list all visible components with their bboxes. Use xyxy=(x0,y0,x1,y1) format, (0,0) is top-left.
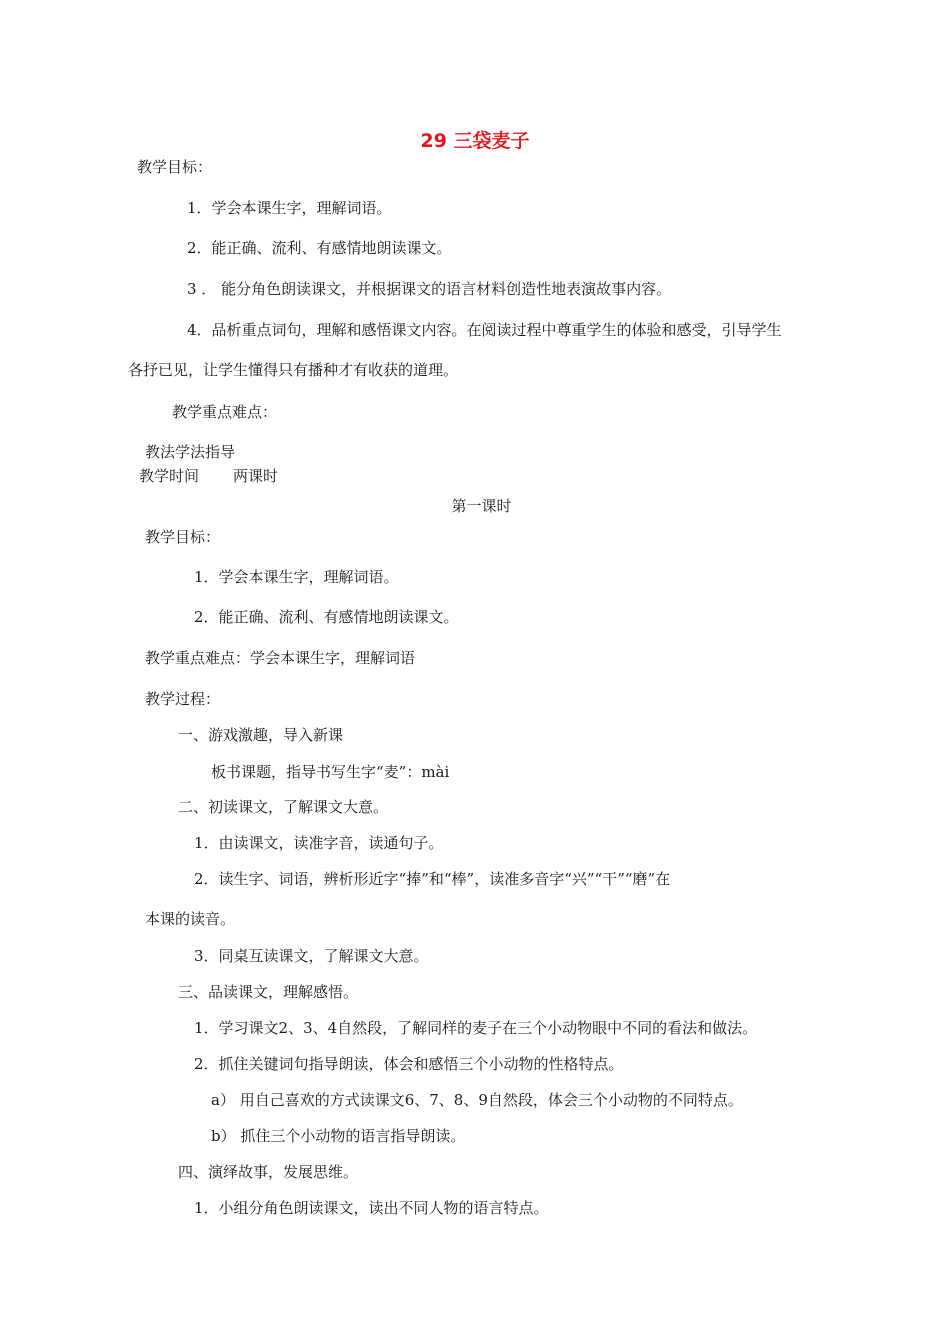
lesson-objective-item: 2．能正确、流利、有感情地朗读课文。 xyxy=(194,608,459,626)
teaching-time-label: 教学时间 xyxy=(139,467,200,485)
lesson-objectives-heading: 教学目标： xyxy=(145,528,221,546)
process-step: 2．抓住关键词句指导朗读，体会和感悟三个小动物的性格特点。 xyxy=(194,1055,624,1073)
process-step: 四、演绎故事，发展思维。 xyxy=(178,1163,359,1181)
process-step: 一、游戏激趣，导入新课 xyxy=(178,726,344,744)
teaching-time xyxy=(139,466,278,486)
process-step: 三、品读课文，理解感悟。 xyxy=(178,983,359,1001)
process-step: 二、初读课文，了解课文大意。 xyxy=(178,798,389,816)
objectives-heading: 教学目标： xyxy=(137,158,213,176)
process-step: 3．同桌互读课文，了解课文大意。 xyxy=(194,947,429,965)
process-step: a） 用自己喜欢的方式读课文6、7、8、9自然段，体会三个小动物的不同特点。 xyxy=(211,1091,743,1109)
lesson-key-points: 教学重点难点：学会本课生字，理解词语 xyxy=(145,649,416,667)
lesson-objective-item: 1．学会本课生字，理解词语。 xyxy=(194,568,399,586)
process-step-continued: 本课的读音。 xyxy=(145,910,236,928)
objective-item: 4．品析重点词句，理解和感悟课文内容。在阅读过程中尊重学生的体验和感受，引导学生 xyxy=(187,321,782,339)
teaching-time-value: 两课时 xyxy=(233,467,279,485)
page-title: 29 三袋麦子 xyxy=(420,130,530,152)
process-step: 1．学习课文2、3、4自然段，了解同样的麦子在三个小动物眼中不同的看法和做法。 xyxy=(194,1019,758,1037)
process-step: 1．小组分角色朗读课文，读出不同人物的语言特点。 xyxy=(194,1199,549,1217)
objective-item: 2．能正确、流利、有感情地朗读课文。 xyxy=(187,239,452,257)
methods-heading: 教法学法指导 xyxy=(145,443,236,461)
key-points-heading: 教学重点难点： xyxy=(172,403,278,421)
process-heading: 教学过程： xyxy=(145,690,221,708)
process-step: 板书课题，指导书写生字“麦”：mài xyxy=(211,763,450,781)
process-step: 1．由读课文，读准字音，读通句子。 xyxy=(194,834,444,852)
objective-item: 3 ． 能分角色朗读课文，并根据课文的语言材料创造性地表演故事内容。 xyxy=(187,280,672,298)
objective-item-continued: 各抒已见，让学生懂得只有播种才有收获的道理。 xyxy=(128,361,459,379)
process-step: b） 抓住三个小动物的语言指导朗读。 xyxy=(211,1127,466,1145)
process-step: 2．读生字、词语，辨析形近字“捧”和“棒”，读准多音字“兴”“干”“磨”在 xyxy=(194,870,671,888)
objective-item: 1．学会本课生字，理解词语。 xyxy=(187,199,392,217)
lesson-heading: 第一课时 xyxy=(451,497,512,515)
